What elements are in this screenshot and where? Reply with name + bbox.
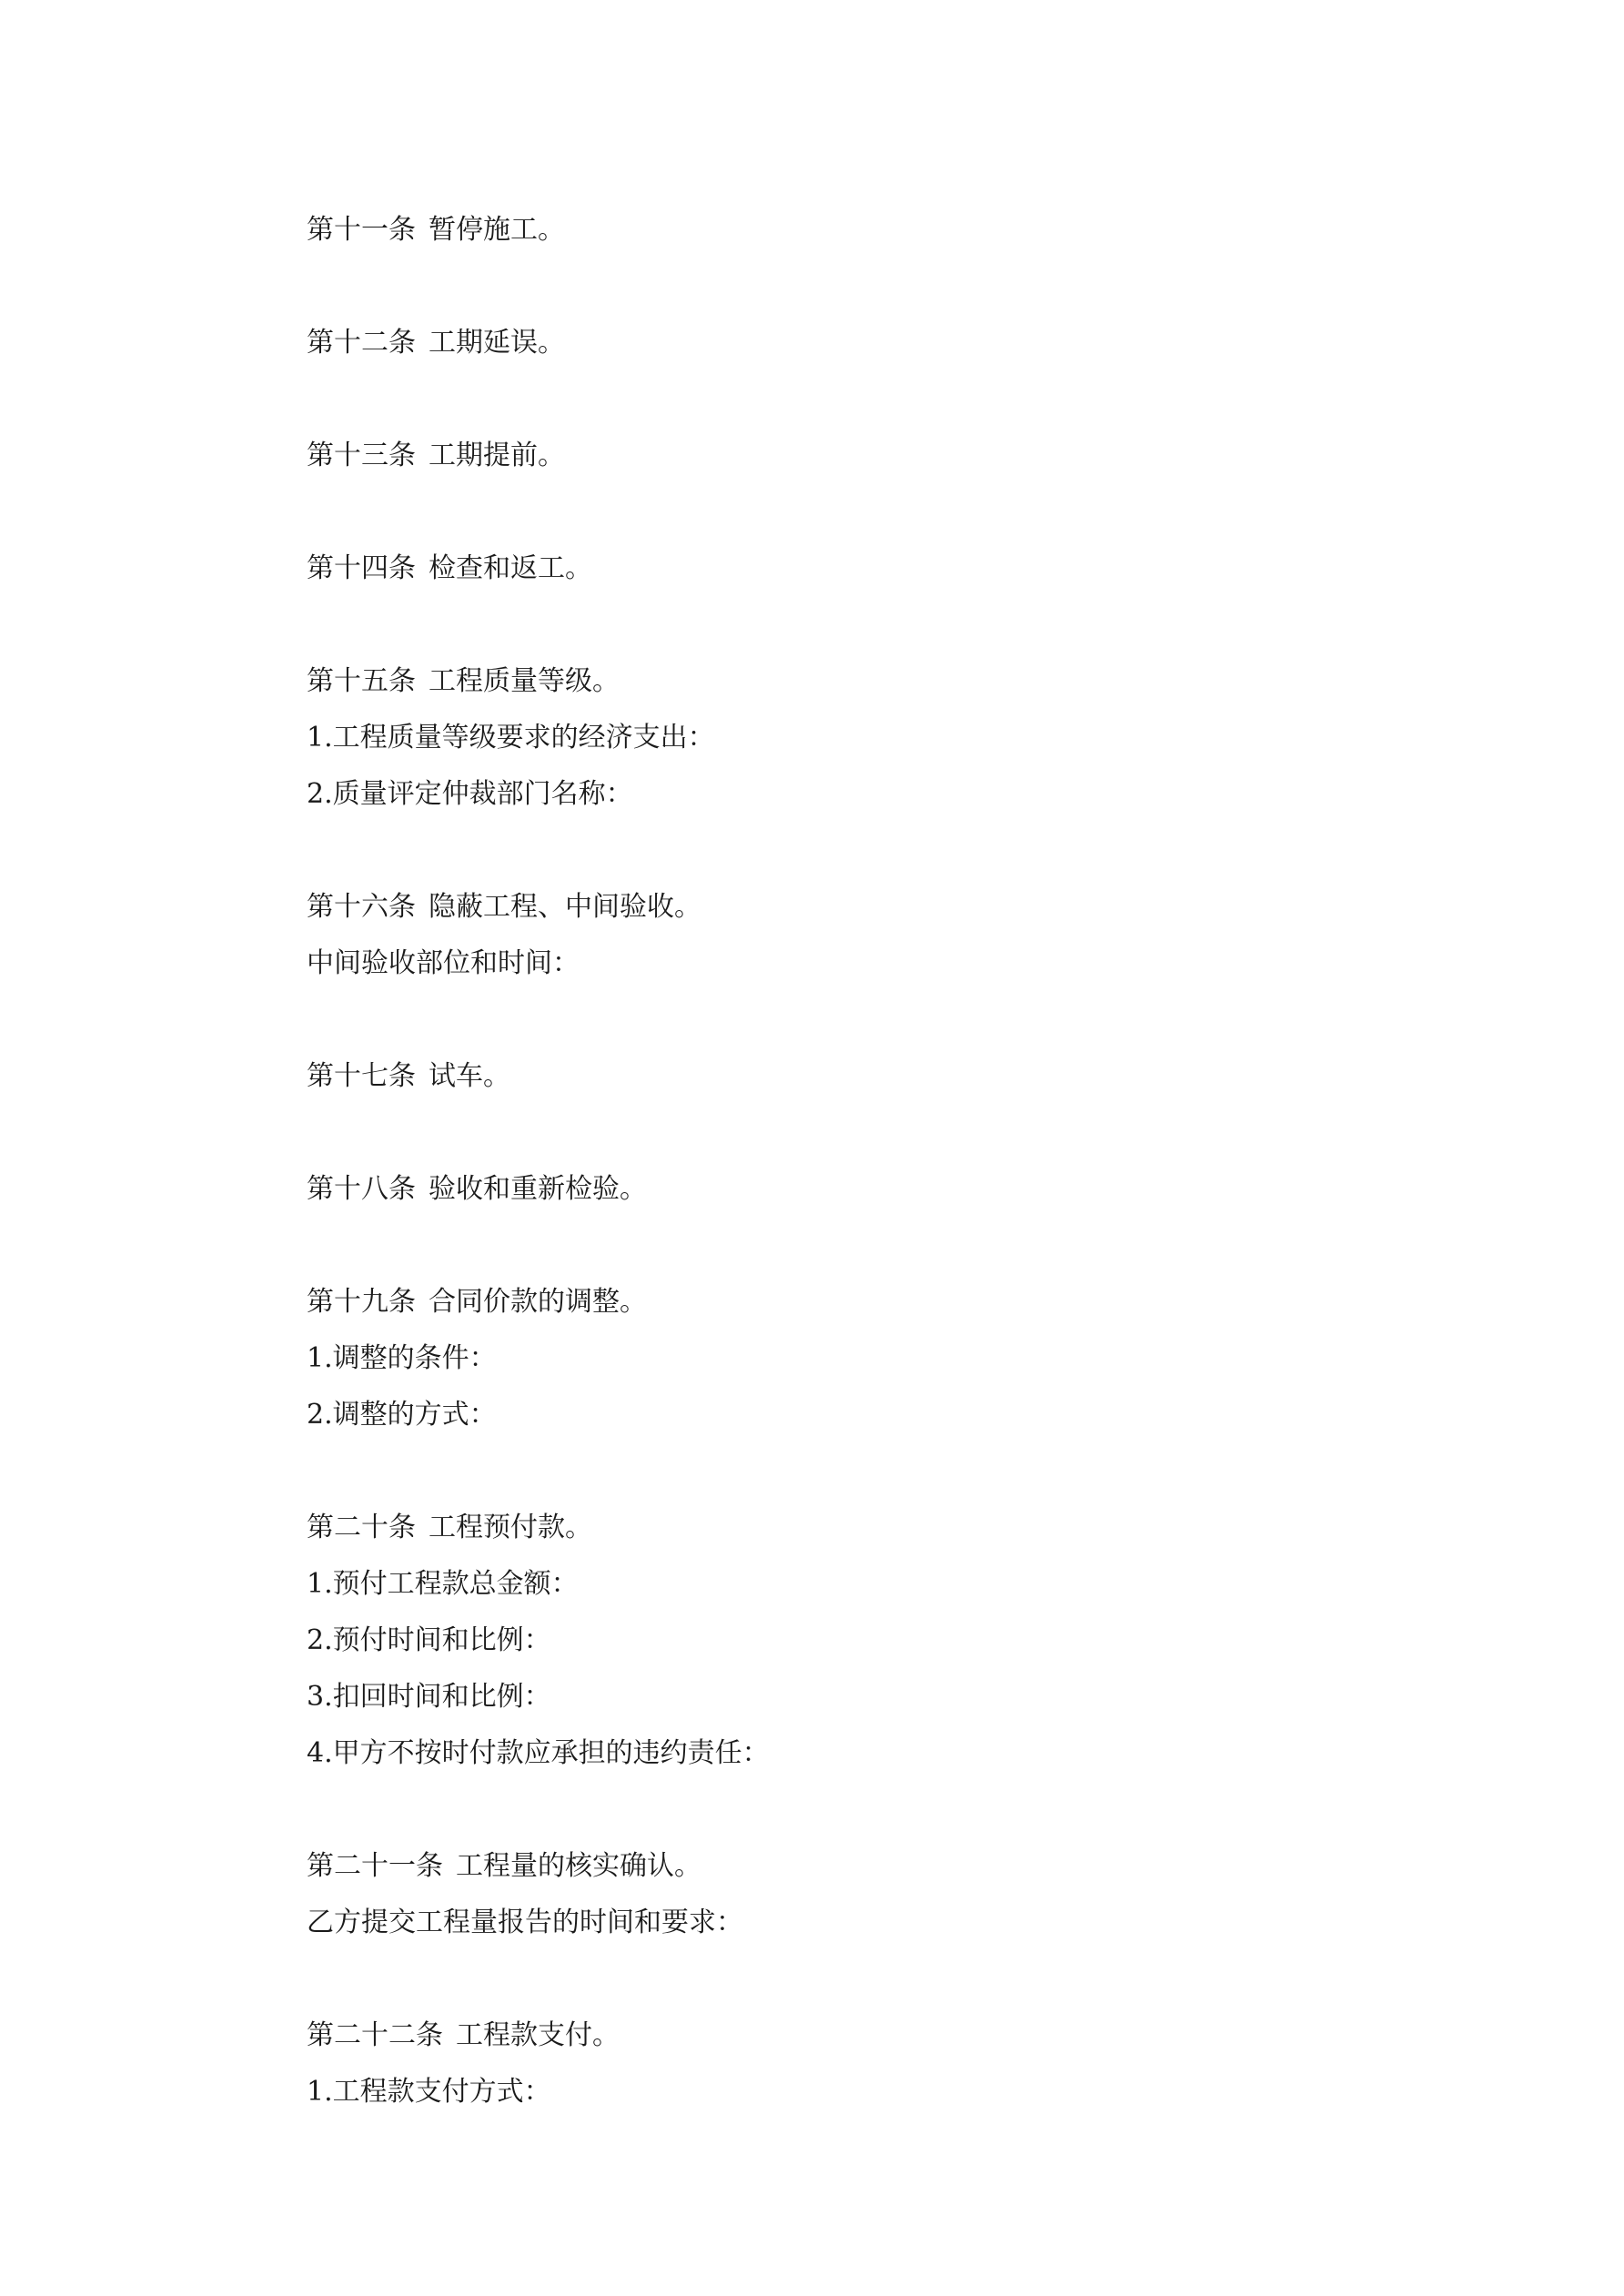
article-item: 中间验收部位和时间： — [307, 947, 580, 979]
article-number: 第十四条 — [307, 552, 416, 584]
article-title: 隐蔽工程、中间验收。 — [429, 891, 701, 923]
article-title: 工期提前。 — [429, 440, 565, 471]
article-item: 2.调整的方式： — [307, 1399, 497, 1431]
article-heading — [307, 1500, 1398, 1556]
article-item: 1.预付工程款总金额： — [307, 1568, 579, 1600]
article-number: 第十三条 — [307, 440, 416, 471]
article-item: 2.质量评定仲裁部门名称： — [307, 778, 633, 810]
article-heading — [307, 541, 1398, 597]
article-block — [307, 1274, 1398, 1443]
article-block — [307, 653, 1398, 823]
article-block — [307, 428, 1398, 484]
article-title: 工程款支付。 — [456, 2019, 620, 2051]
article-title: 试车。 — [429, 1060, 510, 1092]
article-heading — [307, 1274, 1398, 1330]
article-item: 2.预付时间和比例： — [307, 1624, 551, 1656]
article-block — [307, 202, 1398, 258]
document-body — [307, 202, 1398, 2177]
article-title: 工程预付款。 — [429, 1512, 592, 1543]
article-block — [307, 1500, 1398, 1782]
article-title: 工期延误。 — [429, 327, 565, 359]
article-title: 验收和重新检验。 — [429, 1173, 647, 1205]
article-block — [307, 879, 1398, 992]
article-block — [307, 1161, 1398, 1218]
article-number: 第十八条 — [307, 1173, 416, 1205]
article-item: 1.调整的条件： — [307, 1342, 497, 1374]
article-heading — [307, 315, 1398, 371]
article-number: 第二十一条 — [307, 1850, 443, 1882]
article-item: 乙方提交工程量报告的时间和要求： — [307, 1907, 743, 1938]
article-heading — [307, 202, 1398, 258]
article-title: 工程质量等级。 — [429, 665, 620, 697]
article-number: 第二十条 — [307, 1512, 416, 1543]
article-number: 第二十二条 — [307, 2019, 443, 2051]
article-item: 3.扣回时间和比例： — [307, 1681, 551, 1713]
article-heading — [307, 1048, 1398, 1105]
article-block — [307, 2008, 1398, 2120]
article-heading — [307, 2008, 1398, 2064]
article-title: 合同价款的调整。 — [429, 1286, 647, 1318]
article-block — [307, 541, 1398, 597]
article-number: 第十一条 — [307, 214, 416, 246]
article-title: 暂停施工。 — [429, 214, 565, 246]
article-number: 第十九条 — [307, 1286, 416, 1318]
article-number: 第十二条 — [307, 327, 416, 359]
article-heading — [307, 653, 1398, 710]
article-block — [307, 1048, 1398, 1105]
article-block — [307, 1838, 1398, 1951]
article-number: 第十七条 — [307, 1060, 416, 1092]
article-title: 工程量的核实确认。 — [456, 1850, 701, 1882]
article-heading — [307, 428, 1398, 484]
article-block — [307, 315, 1398, 371]
article-heading — [307, 1838, 1398, 1895]
article-number: 第十五条 — [307, 665, 416, 697]
article-item: 1.工程质量等级要求的经济支出： — [307, 722, 715, 754]
article-heading — [307, 1161, 1398, 1218]
article-heading — [307, 879, 1398, 936]
article-item: 1.工程款支付方式： — [307, 2076, 551, 2108]
article-number: 第十六条 — [307, 891, 416, 923]
article-title: 检查和返工。 — [429, 552, 592, 584]
article-item: 4.甲方不按时付款应承担的违约责任： — [307, 1737, 770, 1769]
